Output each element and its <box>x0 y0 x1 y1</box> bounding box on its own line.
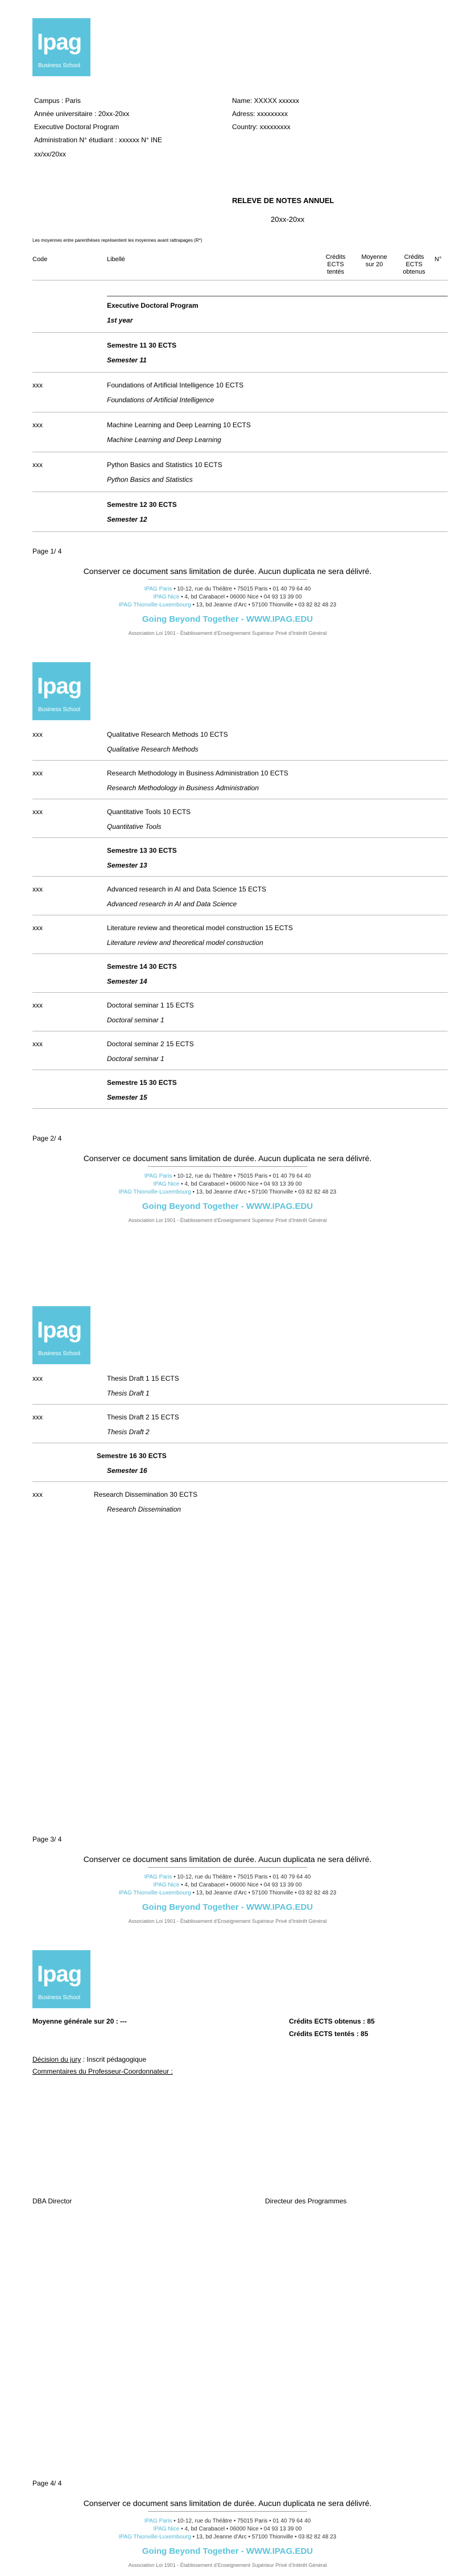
year-label: 1st year <box>107 316 133 324</box>
association-note: Association Loi 1901 - Établissement d’Enseignement Supérieur Privé d’Intérêt Général <box>128 1217 327 1223</box>
course-title: Research Methodology in Business Administration 10 ECTS <box>107 769 288 777</box>
campus: Campus : Paris <box>34 97 81 105</box>
course-subtitle: Qualitative Research Methods <box>107 745 198 753</box>
course-subtitle: Doctoral seminar 1 <box>107 1016 164 1024</box>
semester-15-sub: Semester 15 <box>107 1093 147 1101</box>
row-divider <box>32 372 448 373</box>
association-note: Association Loi 1901 - Établissement d’Enseignement Supérieur Privé d’Intérêt Général <box>128 1918 327 1924</box>
row-divider <box>32 876 448 877</box>
course-code: xxx <box>32 730 43 738</box>
date: xx/xx/20xx <box>34 150 67 158</box>
course-subtitle: Research Dissemination <box>107 1505 181 1513</box>
course-code: xxx <box>32 885 43 893</box>
row-divider <box>32 332 448 333</box>
tagline: Going Beyond Together - WWW.IPAG.EDU <box>142 2546 313 2556</box>
student-name: Name: XXXXX xxxxxx <box>232 97 300 105</box>
row-divider <box>32 953 448 954</box>
course-code: xxx <box>32 461 43 469</box>
row-divider <box>32 1481 448 1482</box>
tagline: Going Beyond Together - WWW.IPAG.EDU <box>142 1902 313 1912</box>
course-code: xxx <box>32 1413 43 1421</box>
transcript-page-2 <box>0 644 455 1288</box>
course-title: Doctoral seminar 2 15 ECTS <box>107 1040 194 1048</box>
footer-thionville: IPAG Thionville-Luxembourg • 13, bd Jeanne d’Arc • 57100 Thionville • 03 82 82 48 23 <box>118 602 337 608</box>
course-code: xxx <box>32 924 43 932</box>
row-divider <box>32 837 448 838</box>
conserve-notice: Conserver ce document sans limitation de durée. Aucun duplicata ne sera délivré. <box>83 2499 372 2508</box>
course-title: Thesis Draft 2 15 ECTS <box>107 1413 179 1421</box>
transcript-year: 20xx-20xx <box>271 215 305 224</box>
footer-thionville: IPAG Thionville-Luxembourg • 13, bd Jeanne d’Arc • 57100 Thionville • 03 82 82 48 23 <box>118 1890 337 1896</box>
course-title: Foundations of Artificial Intelligence 10 ECTS <box>107 381 244 389</box>
footer-thionville: IPAG Thionville-Luxembourg • 13, bd Jeanne d’Arc • 57100 Thionville • 03 82 82 48 23 <box>118 2534 337 2540</box>
course-code: xxx <box>32 1040 43 1048</box>
semester-13-sub: Semester 13 <box>107 861 147 869</box>
semester-13-label: Semestre 13 30 ECTS <box>107 847 177 854</box>
course-code: xxx <box>32 808 43 816</box>
course-subtitle: Foundations of Artificial Intelligence <box>107 396 214 404</box>
semester-14-label: Semestre 14 30 ECTS <box>107 963 177 971</box>
jury-decision: Décision du jury : Inscrit pédagogique <box>32 2055 147 2063</box>
ipag-logo: Ipag Business School <box>32 1950 90 2008</box>
student-id: Administration N° étudiant : xxxxxx N° INE <box>34 136 163 144</box>
transcript-page-4 <box>0 1932 455 2576</box>
course-title: Research Dissemination 30 ECTS <box>94 1491 198 1498</box>
course-title: Qualitative Research Methods 10 ECTS <box>107 730 228 738</box>
row-divider <box>32 1108 448 1109</box>
signature-program-director: Directeur des Programmes <box>265 2197 347 2205</box>
course-subtitle: Thesis Draft 2 <box>107 1428 150 1436</box>
semester-11-label: Semestre 11 30 ECTS <box>107 341 177 349</box>
course-title: Python Basics and Statistics 10 ECTS <box>107 461 222 469</box>
course-title: Advanced research in AI and Data Science 15 ECTS <box>107 885 267 893</box>
col-code: Code <box>32 256 48 263</box>
general-average: Moyenne générale sur 20 : --- <box>32 2017 127 2025</box>
footer-nice: IPAG Nice • 4, bd Carabacel • 06000 Nice • 04 93 13 39 00 <box>153 1882 302 1888</box>
credits-attempted: Crédits ECTS tentés : 85 <box>289 2030 369 2038</box>
averages-note: Les moyennes entre parenthèses représentent les moyennes avant rattrapages (R*) <box>32 238 202 243</box>
academic-year: Année universitaire : 20xx-20xx <box>34 110 130 118</box>
ipag-logo: Ipag Business School <box>32 1306 90 1364</box>
course-subtitle: Doctoral seminar 1 <box>107 1055 164 1063</box>
course-title: Doctoral seminar 1 15 ECTS <box>107 1001 194 1009</box>
semester-16-label: Semestre 16 30 ECTS <box>97 1452 167 1460</box>
row-divider <box>32 760 448 761</box>
footer-nice: IPAG Nice • 4, bd Carabacel • 06000 Nice • 04 93 13 39 00 <box>153 594 302 600</box>
page-number: Page 2/ 4 <box>32 1134 62 1142</box>
course-subtitle: Machine Learning and Deep Learning <box>107 436 221 444</box>
course-subtitle: Thesis Draft 1 <box>107 1389 150 1397</box>
ipag-logo: Ipag Business School <box>32 662 90 720</box>
footer-nice: IPAG Nice • 4, bd Carabacel • 06000 Nice • 04 93 13 39 00 <box>153 1181 302 1187</box>
semester-12-sub: Semester 12 <box>107 515 147 523</box>
semester-11-sub: Semester 11 <box>107 356 147 364</box>
footer-divider <box>148 2511 307 2512</box>
col-moyenne: Moyenne sur 20 <box>361 254 387 268</box>
footer-divider <box>148 579 307 580</box>
course-title: Literature review and theoretical model construction 15 ECTS <box>107 924 293 932</box>
conserve-notice: Conserver ce document sans limitation de durée. Aucun duplicata ne sera délivré. <box>83 1154 372 1163</box>
row-divider <box>32 531 448 532</box>
col-libelle: Libellé <box>107 256 125 263</box>
row-divider <box>32 1404 448 1405</box>
semester-15-label: Semestre 15 30 ECTS <box>107 1079 177 1087</box>
col-credits-tentes: Crédits ECTS tentés <box>325 254 346 275</box>
program-name: Executive Doctoral Program <box>34 123 119 131</box>
transcript-page-3 <box>0 1288 455 1932</box>
transcript-page-1 <box>0 0 455 644</box>
course-title: Quantitative Tools 10 ECTS <box>107 808 191 816</box>
course-code: xxx <box>32 1491 43 1498</box>
signature-dba-director: DBA Director <box>32 2197 72 2205</box>
footer-paris: IPAG Paris • 10-12, rue du Théâtre • 75015 Paris • 01 40 79 64 40 <box>144 2518 311 2524</box>
association-note: Association Loi 1901 - Établissement d’Enseignement Supérieur Privé d’Intérêt Général <box>128 630 327 636</box>
tagline: Going Beyond Together - WWW.IPAG.EDU <box>142 614 313 624</box>
col-credits-obtenus: Crédits ECTS obtenus <box>403 254 425 275</box>
page-number: Page 3/ 4 <box>32 1835 62 1843</box>
footer-paris: IPAG Paris • 10-12, rue du Théâtre • 75015 Paris • 01 40 79 64 40 <box>144 1173 311 1179</box>
program-label: Executive Doctoral Program <box>107 302 198 309</box>
conserve-notice: Conserver ce document sans limitation de durée. Aucun duplicata ne sera délivré. <box>83 567 372 576</box>
course-code: xxx <box>32 381 43 389</box>
association-note: Association Loi 1901 - Établissement d’Enseignement Supérieur Privé d’Intérêt Général <box>128 2562 327 2568</box>
footer-divider <box>148 1166 307 1167</box>
course-title: Machine Learning and Deep Learning 10 ECTS <box>107 421 251 429</box>
course-subtitle: Advanced research in AI and Data Science <box>107 900 237 908</box>
footer-nice: IPAG Nice • 4, bd Carabacel • 06000 Nice • 04 93 13 39 00 <box>153 2526 302 2532</box>
course-subtitle: Python Basics and Statistics <box>107 476 193 484</box>
credits-obtained: Crédits ECTS obtenus : 85 <box>289 2017 375 2025</box>
semester-14-sub: Semester 14 <box>107 977 147 985</box>
student-address: Adress: xxxxxxxxx <box>232 110 288 118</box>
col-number: N° <box>435 256 442 263</box>
page-number: Page 4/ 4 <box>32 2479 62 2487</box>
tagline: Going Beyond Together - WWW.IPAG.EDU <box>142 1202 313 1211</box>
footer-divider <box>148 1867 307 1868</box>
transcript-title: RELEVE DE NOTES ANNUEL <box>232 196 334 205</box>
course-code: xxx <box>32 1374 43 1382</box>
row-divider <box>32 992 448 993</box>
semester-16-sub: Semester 16 <box>107 1467 147 1475</box>
course-subtitle: Research Methodology in Business Administration <box>107 784 259 792</box>
footer-paris: IPAG Paris • 10-12, rue du Théâtre • 75015 Paris • 01 40 79 64 40 <box>144 586 311 592</box>
page-number: Page 1/ 4 <box>32 547 62 555</box>
course-code: xxx <box>32 1001 43 1009</box>
course-subtitle: Quantitative Tools <box>107 823 162 831</box>
coordinator-comments: Commentaires du Professeur-Coordonnateur : <box>32 2067 173 2075</box>
footer-paris: IPAG Paris • 10-12, rue du Théâtre • 75015 Paris • 01 40 79 64 40 <box>144 1874 311 1880</box>
semester-12-label: Semestre 12 30 ECTS <box>107 501 177 509</box>
course-code: xxx <box>32 421 43 429</box>
conserve-notice: Conserver ce document sans limitation de durée. Aucun duplicata ne sera délivré. <box>83 1855 372 1864</box>
course-title: Thesis Draft 1 15 ECTS <box>107 1374 179 1382</box>
footer-thionville: IPAG Thionville-Luxembourg • 13, bd Jeanne d’Arc • 57100 Thionville • 03 82 82 48 23 <box>118 1189 337 1195</box>
course-code: xxx <box>32 769 43 777</box>
ipag-logo: Ipag Business School <box>32 18 90 76</box>
student-country: Country: xxxxxxxxx <box>232 123 291 131</box>
course-subtitle: Literature review and theoretical model construction <box>107 939 263 947</box>
